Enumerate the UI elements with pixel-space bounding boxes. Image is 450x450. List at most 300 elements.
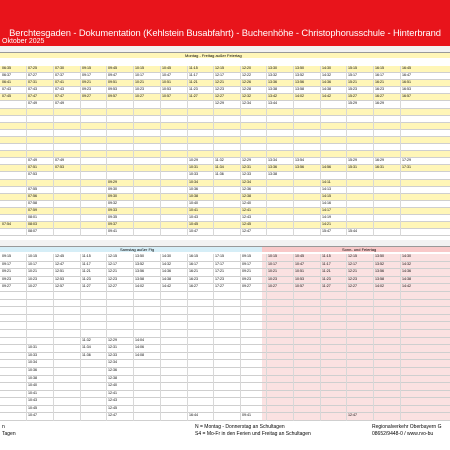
time-cell: 12:29 xyxy=(108,337,117,342)
company-name: Regionalverkehr Oberbayern G xyxy=(372,424,442,430)
column-divider xyxy=(80,66,81,236)
table-row xyxy=(0,413,450,421)
sunday-tint xyxy=(262,330,450,337)
time-cell: 16:27 xyxy=(189,284,198,289)
time-cell: 10:17 xyxy=(135,73,144,78)
time-cell: 16:31 xyxy=(375,165,384,170)
time-cell: 11:21 xyxy=(189,80,198,85)
time-cell: 13:44 xyxy=(268,101,277,106)
time-cell: 14:38 xyxy=(322,87,331,92)
column-divider xyxy=(400,254,401,421)
table-row xyxy=(0,315,450,323)
time-cell: 16:44 xyxy=(189,413,198,418)
time-cell: 10:45 xyxy=(189,222,198,227)
table-row xyxy=(0,151,450,158)
time-cell: 10:27 xyxy=(135,94,144,99)
time-cell: 10:17 xyxy=(28,261,37,266)
time-cell: 17:29 xyxy=(402,158,411,163)
time-cell: 16:29 xyxy=(375,158,384,163)
time-cell: 10:43 xyxy=(28,398,37,403)
time-cell: 08:01 xyxy=(28,214,37,219)
time-cell: 14:30 xyxy=(322,66,331,70)
sunday-tint xyxy=(262,345,450,352)
table-row xyxy=(0,123,450,130)
time-cell: 14:42 xyxy=(162,284,171,289)
column-divider xyxy=(53,66,54,236)
time-cell: 09:27 xyxy=(2,284,11,289)
table-row xyxy=(0,66,450,73)
table-row xyxy=(0,180,450,187)
time-cell: 14:32 xyxy=(402,261,411,266)
time-cell: 11:23 xyxy=(82,276,91,281)
time-cell: 12:31 xyxy=(108,345,117,350)
time-cell: 12:36 xyxy=(108,367,117,372)
time-cell: 07:53 xyxy=(28,172,37,177)
time-cell: 12:27 xyxy=(348,284,357,289)
table-row xyxy=(0,229,450,236)
time-cell: 15:29 xyxy=(348,158,357,163)
time-cell: 14:17 xyxy=(322,207,331,212)
time-cell: 16:29 xyxy=(375,101,384,106)
time-cell: 09:23 xyxy=(82,87,91,92)
time-cell: 11:32 xyxy=(82,337,91,342)
time-cell: 16:51 xyxy=(402,80,411,85)
table-row xyxy=(0,376,450,384)
footer-left-1: n xyxy=(2,424,5,430)
time-cell: 12:43 xyxy=(108,398,117,403)
time-cell: 16:23 xyxy=(375,87,384,92)
sunday-tint xyxy=(262,391,450,398)
table-row xyxy=(0,101,450,108)
sunday-tint xyxy=(262,383,450,390)
time-cell: 11:27 xyxy=(189,94,198,99)
column-divider xyxy=(320,66,321,236)
time-cell: 09:41 xyxy=(242,413,251,418)
time-cell: 14:38 xyxy=(402,276,411,281)
time-cell: 13:36 xyxy=(268,80,277,85)
table-row xyxy=(0,130,450,137)
time-cell: 13:58 xyxy=(295,87,304,92)
table-row xyxy=(0,194,450,201)
column-divider xyxy=(213,66,214,236)
time-cell: 13:38 xyxy=(268,172,277,177)
time-cell: 12:15 xyxy=(108,254,117,258)
saturday-label: Samstag außer Ftg xyxy=(120,247,155,252)
time-cell: 12:17 xyxy=(348,261,357,266)
time-cell: 10:17 xyxy=(268,261,277,266)
time-cell: 17:23 xyxy=(215,276,224,281)
time-cell: 13:52 xyxy=(375,261,384,266)
time-cell: 15:15 xyxy=(348,66,357,70)
time-cell: 11:27 xyxy=(82,284,91,289)
time-cell: 09:29 xyxy=(108,179,117,184)
column-divider xyxy=(213,254,214,421)
time-cell: 10:21 xyxy=(135,80,144,85)
time-cell: 11:17 xyxy=(322,261,331,266)
time-cell: 07:49 xyxy=(55,158,64,163)
time-cell: 07:56 xyxy=(28,193,37,198)
time-cell: 11:34 xyxy=(82,345,91,350)
time-cell: 14:21 xyxy=(322,222,331,227)
time-cell: 13:50 xyxy=(375,254,384,258)
sunday-tint xyxy=(262,292,450,299)
time-cell: 09:47 xyxy=(108,73,117,78)
time-cell: 07:41 xyxy=(55,80,64,85)
table-row xyxy=(0,338,450,346)
time-cell: 09:30 xyxy=(108,186,117,191)
column-divider xyxy=(320,254,321,421)
time-cell: 14:06 xyxy=(135,345,144,350)
column-header-row xyxy=(0,46,450,53)
table-row xyxy=(0,172,450,179)
saturday-band xyxy=(0,247,262,252)
company-contact: 08652/9448-0 / www.rvo-bu xyxy=(372,431,434,437)
time-cell: 16:47 xyxy=(402,73,411,78)
time-cell: 14:13 xyxy=(322,186,331,191)
time-cell: 08:07 xyxy=(28,229,37,234)
sunday-tint xyxy=(262,322,450,329)
time-cell: 12:23 xyxy=(348,276,357,281)
time-cell: 14:04 xyxy=(135,337,144,342)
column-divider xyxy=(26,254,27,421)
time-cell: 07:59 xyxy=(28,207,37,212)
time-cell: 13:58 xyxy=(135,276,144,281)
column-divider xyxy=(293,254,294,421)
time-cell: 10:21 xyxy=(268,269,277,274)
column-divider xyxy=(160,254,161,421)
weekday-band xyxy=(0,53,450,58)
time-cell: 10:23 xyxy=(28,276,37,281)
time-cell: 17:27 xyxy=(215,284,224,289)
time-cell: 16:17 xyxy=(375,73,384,78)
time-cell: 07:53 xyxy=(55,165,64,170)
time-cell: 10:47 xyxy=(162,73,171,78)
time-cell: 10:43 xyxy=(189,214,198,219)
time-cell: 15:31 xyxy=(348,165,357,170)
table-row xyxy=(0,73,450,80)
time-cell: 12:40 xyxy=(242,200,251,205)
time-cell: 12:26 xyxy=(242,80,251,85)
column-divider xyxy=(293,66,294,236)
time-cell: 13:56 xyxy=(295,165,304,170)
time-cell: 12:34 xyxy=(242,179,251,184)
time-cell: 14:11 xyxy=(322,179,331,184)
column-divider xyxy=(240,254,241,421)
time-cell: 14:02 xyxy=(375,284,384,289)
time-cell: 14:36 xyxy=(162,269,171,274)
time-cell: 11:21 xyxy=(82,269,91,274)
time-cell: 07:54 xyxy=(2,222,11,227)
time-cell: 10:45 xyxy=(28,405,37,410)
time-cell: 10:29 xyxy=(189,158,198,163)
time-cell: 14:38 xyxy=(162,276,171,281)
time-cell: 13:38 xyxy=(268,87,277,92)
time-cell: 14:42 xyxy=(402,284,411,289)
time-cell: 11:21 xyxy=(322,269,331,274)
sunday-label: Sonn- und Feiertag xyxy=(342,247,377,252)
time-cell: 09:21 xyxy=(82,80,91,85)
column-divider xyxy=(106,66,107,236)
time-cell: 12:33 xyxy=(242,172,251,177)
time-cell: 10:53 xyxy=(295,276,304,281)
table-row xyxy=(0,208,450,215)
time-cell: 12:17 xyxy=(108,261,117,266)
time-cell: 09:53 xyxy=(108,87,117,92)
time-cell: 14:30 xyxy=(402,254,411,258)
time-cell: 09:15 xyxy=(82,66,91,70)
time-cell: 09:21 xyxy=(242,269,251,274)
time-cell: 14:30 xyxy=(162,254,171,258)
time-cell: 12:45 xyxy=(55,254,64,258)
time-cell: 12:29 xyxy=(242,158,251,163)
time-cell: 16:27 xyxy=(375,94,384,99)
time-cell: 17:31 xyxy=(402,165,411,170)
time-cell: 09:21 xyxy=(2,269,11,274)
time-cell: 10:41 xyxy=(189,207,198,212)
sunday-tint xyxy=(262,406,450,413)
table-row xyxy=(0,215,450,222)
time-cell: 07:45 xyxy=(2,94,11,99)
table-row xyxy=(0,360,450,368)
time-cell: 10:21 xyxy=(28,269,37,274)
time-cell: 10:34 xyxy=(189,179,198,184)
time-cell: 12:47 xyxy=(348,413,357,418)
column-divider xyxy=(266,254,267,421)
time-cell: 10:15 xyxy=(268,254,277,258)
time-cell: 12:31 xyxy=(242,165,251,170)
time-cell: 12:43 xyxy=(242,214,251,219)
time-cell: 16:15 xyxy=(375,66,384,70)
weekend-timetable xyxy=(0,254,450,421)
time-cell: 12:23 xyxy=(215,87,224,92)
time-cell: 09:45 xyxy=(108,66,117,70)
time-cell: 11:36 xyxy=(82,352,91,357)
time-cell: 06:41 xyxy=(2,80,11,85)
sunday-tint xyxy=(262,338,450,345)
time-cell: 11:17 xyxy=(189,73,198,78)
time-cell: 11:15 xyxy=(82,254,91,258)
time-cell: 07:43 xyxy=(2,87,11,92)
time-cell: 14:02 xyxy=(135,284,144,289)
time-cell: 15:17 xyxy=(348,73,357,78)
table-row xyxy=(0,158,450,165)
time-cell: 07:43 xyxy=(28,87,37,92)
time-cell: 12:47 xyxy=(55,261,64,266)
time-cell: 12:23 xyxy=(108,276,117,281)
time-cell: 12:22 xyxy=(242,73,251,78)
time-cell: 12:29 xyxy=(215,101,224,106)
sunday-tint xyxy=(262,353,450,360)
time-cell: 14:36 xyxy=(322,80,331,85)
time-cell: 11:23 xyxy=(322,276,331,281)
time-cell: 09:41 xyxy=(108,229,117,234)
time-cell: 08:03 xyxy=(28,222,37,227)
time-cell: 12:20 xyxy=(242,66,251,70)
time-cell: 17:15 xyxy=(215,254,224,258)
time-cell: 10:41 xyxy=(28,390,37,395)
time-cell: 12:15 xyxy=(215,66,224,70)
column-divider xyxy=(133,254,134,421)
time-cell: 13:50 xyxy=(135,254,144,258)
time-cell: 15:29 xyxy=(348,101,357,106)
time-cell: 10:45 xyxy=(295,254,304,258)
time-cell: 12:47 xyxy=(242,229,251,234)
time-cell: 09:23 xyxy=(242,276,251,281)
time-cell: 12:45 xyxy=(242,222,251,227)
table-row xyxy=(0,262,450,270)
column-divider xyxy=(400,66,401,236)
table-row xyxy=(0,222,450,229)
time-cell: 11:32 xyxy=(215,158,224,163)
time-cell: 09:57 xyxy=(108,94,117,99)
time-cell: 09:17 xyxy=(82,73,91,78)
time-cell: 13:32 xyxy=(268,73,277,78)
time-cell: 09:30 xyxy=(108,193,117,198)
time-cell: 09:33 xyxy=(108,207,117,212)
time-cell: 09:27 xyxy=(82,94,91,99)
time-cell: 12:15 xyxy=(348,254,357,258)
column-divider xyxy=(373,254,374,421)
time-cell: 10:47 xyxy=(295,261,304,266)
time-cell: 12:38 xyxy=(108,375,117,380)
time-cell: 14:32 xyxy=(162,261,171,266)
column-divider xyxy=(133,66,134,236)
note-s4: S4 = Mo-Fr in den Ferien und Freitag an Schultagen xyxy=(195,431,311,437)
column-header-row xyxy=(0,240,450,247)
table-row xyxy=(0,254,450,262)
time-cell: 14:08 xyxy=(135,352,144,357)
table-row xyxy=(0,165,450,172)
time-cell: 13:42 xyxy=(268,94,277,99)
column-divider xyxy=(53,254,54,421)
time-cell: 13:54 xyxy=(295,158,304,163)
title-banner xyxy=(0,0,450,46)
time-cell: 12:40 xyxy=(108,383,117,388)
time-cell: 09:17 xyxy=(2,261,11,266)
time-cell: 13:50 xyxy=(295,66,304,70)
time-cell: 12:28 xyxy=(242,87,251,92)
time-cell: 06:35 xyxy=(2,66,11,70)
time-cell: 07:55 xyxy=(28,186,37,191)
column-divider xyxy=(373,66,374,236)
time-cell: 12:27 xyxy=(108,284,117,289)
time-cell: 09:27 xyxy=(242,284,251,289)
time-cell: 14:56 xyxy=(322,165,331,170)
time-cell: 10:15 xyxy=(135,66,144,70)
time-cell: 10:47 xyxy=(189,229,198,234)
time-cell: 15:27 xyxy=(348,94,357,99)
time-cell: 07:43 xyxy=(55,87,64,92)
time-cell: 14:19 xyxy=(322,214,331,219)
time-cell: 10:57 xyxy=(295,284,304,289)
time-cell: 11:36 xyxy=(215,172,224,177)
table-row xyxy=(0,137,450,144)
time-cell: 16:53 xyxy=(402,87,411,92)
time-cell: 12:21 xyxy=(108,269,117,274)
table-row xyxy=(0,391,450,399)
table-row xyxy=(0,277,450,285)
time-cell: 09:23 xyxy=(2,276,11,281)
time-cell: 10:27 xyxy=(268,284,277,289)
time-cell: 13:52 xyxy=(135,261,144,266)
table-row xyxy=(0,269,450,277)
time-cell: 10:23 xyxy=(268,276,277,281)
time-cell: 12:36 xyxy=(242,186,251,191)
table-row xyxy=(0,94,450,101)
time-cell: 10:33 xyxy=(189,172,198,177)
time-cell: 14:02 xyxy=(295,94,304,99)
time-cell: 12:41 xyxy=(242,207,251,212)
time-cell: 10:57 xyxy=(162,94,171,99)
table-row xyxy=(0,383,450,391)
table-row xyxy=(0,398,450,406)
time-cell: 15:23 xyxy=(348,87,357,92)
time-cell: 07:51 xyxy=(28,165,37,170)
time-cell: 13:56 xyxy=(375,269,384,274)
table-row xyxy=(0,345,450,353)
time-cell: 07:47 xyxy=(55,94,64,99)
time-cell: 09:17 xyxy=(242,261,251,266)
time-cell: 10:53 xyxy=(162,87,171,92)
time-cell: 13:34 xyxy=(268,158,277,163)
time-cell: 10:15 xyxy=(28,254,37,258)
time-cell: 10:27 xyxy=(28,284,37,289)
column-divider xyxy=(187,254,188,421)
time-cell: 12:27 xyxy=(215,94,224,99)
table-row xyxy=(0,330,450,338)
column-divider xyxy=(187,66,188,236)
table-row xyxy=(0,307,450,315)
footer-left-2: Tagen xyxy=(2,431,16,437)
time-cell: 09:35 xyxy=(108,214,117,219)
sunday-tint xyxy=(262,307,450,314)
time-cell: 07:49 xyxy=(55,101,64,106)
time-cell: 07:25 xyxy=(28,66,37,70)
time-cell: 13:58 xyxy=(375,276,384,281)
time-cell: 12:34 xyxy=(242,101,251,106)
table-row xyxy=(0,144,450,151)
time-cell: 12:57 xyxy=(55,284,64,289)
table-row xyxy=(0,87,450,94)
time-cell: 11:34 xyxy=(215,165,224,170)
sunday-tint xyxy=(262,315,450,322)
time-cell: 06:37 xyxy=(2,73,11,78)
column-divider xyxy=(106,254,107,421)
time-cell: 09:32 xyxy=(108,200,117,205)
time-cell: 07:49 xyxy=(28,101,37,106)
table-row xyxy=(0,300,450,308)
time-cell: 11:23 xyxy=(189,87,198,92)
time-cell: 16:15 xyxy=(189,254,198,258)
time-cell: 07:30 xyxy=(55,66,64,70)
time-cell: 10:45 xyxy=(162,66,171,70)
page-title: Berchtesgaden - Dokumentation (Kehlstein Busabfahrt) - Buchenhöhe - Christophorusschule - Hinterbrand xyxy=(9,27,441,38)
time-cell: 15:47 xyxy=(322,229,331,234)
time-cell: 10:40 xyxy=(28,383,37,388)
time-cell: 14:15 xyxy=(322,193,331,198)
time-cell: 07:58 xyxy=(28,200,37,205)
sunday-tint xyxy=(262,398,450,405)
weekday-timetable xyxy=(0,66,450,236)
time-cell: 12:21 xyxy=(215,80,224,85)
time-cell: 12:38 xyxy=(242,193,251,198)
time-cell: 10:51 xyxy=(162,80,171,85)
time-cell: 16:45 xyxy=(402,66,411,70)
time-cell: 12:34 xyxy=(108,360,117,365)
time-cell: 10:23 xyxy=(135,87,144,92)
time-cell: 09:15 xyxy=(2,254,11,258)
table-row xyxy=(0,368,450,376)
